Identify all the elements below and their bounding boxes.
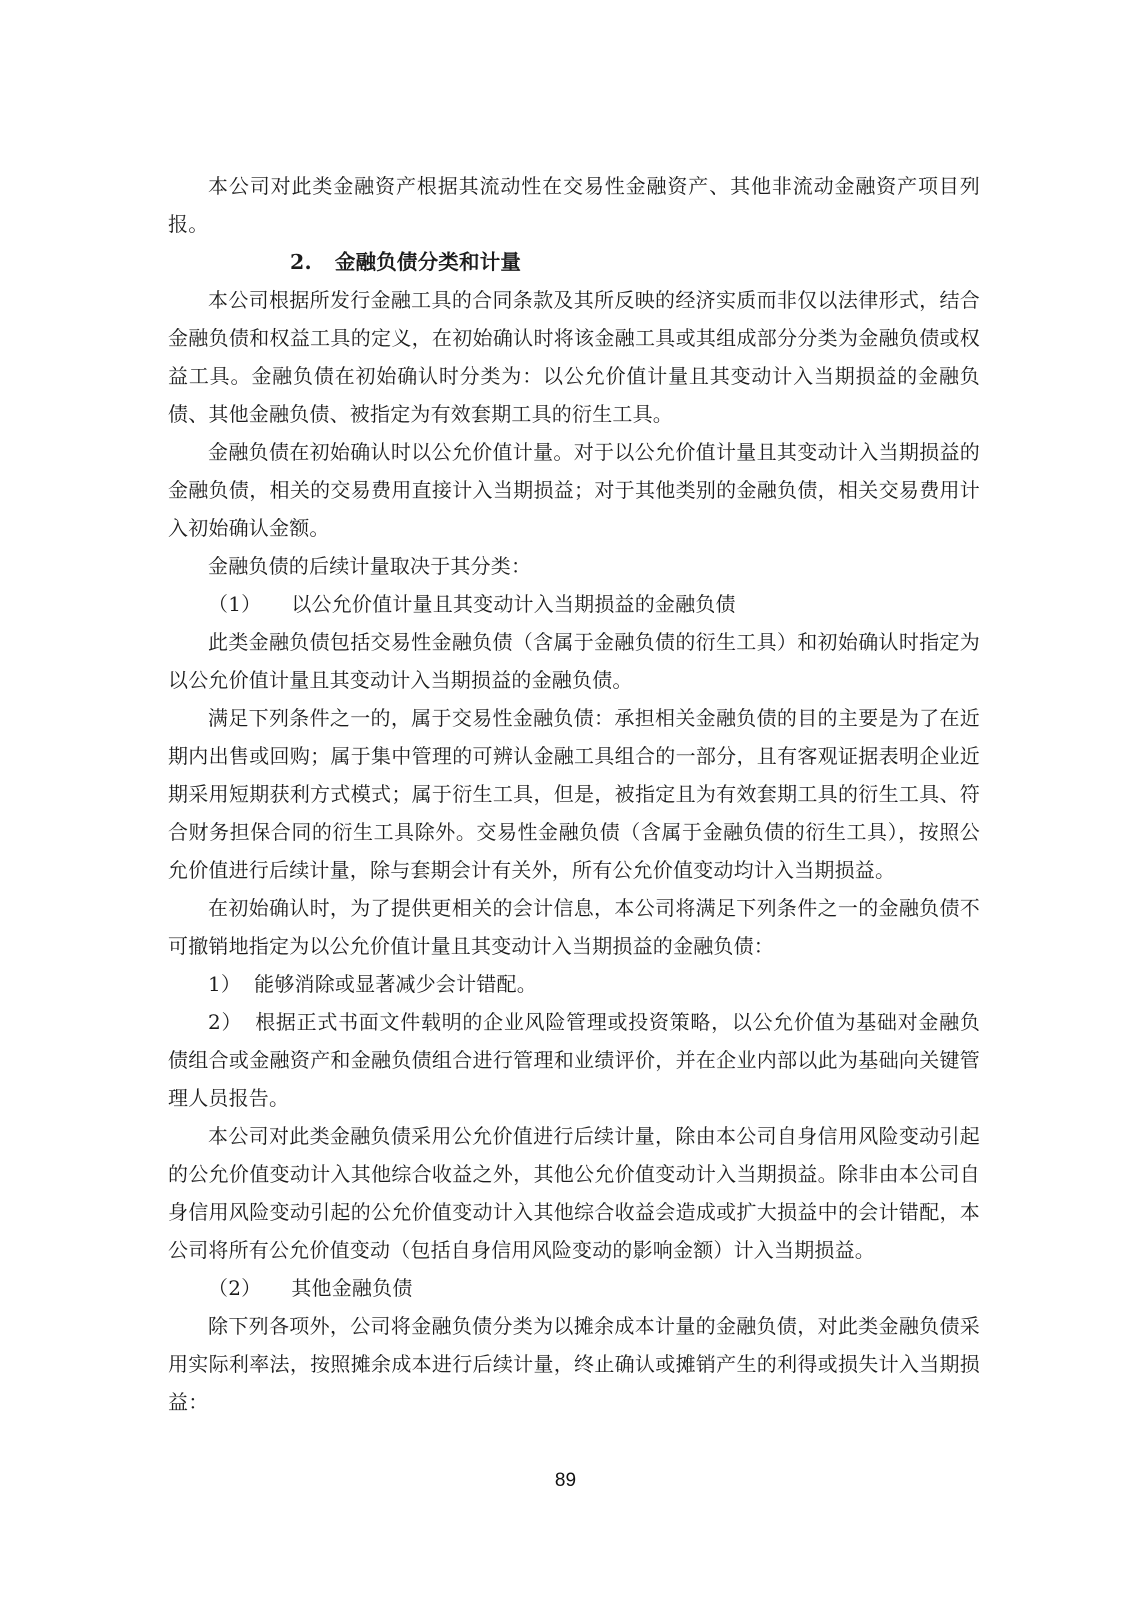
paragraph: 除下列各项外，公司将金融负债分类为以摊余成本计量的金融负债，对此类金融负债采用实际利率法，按照摊余成本进行后续计量，终止确认或摊销产生的利得或损失计入当期损益： [168,1314,980,1414]
page-number: 89 [554,1470,577,1491]
list-item [168,1269,980,1307]
list-item-text: 其他金融负债 [291,1276,413,1300]
list-marker: （1） [208,592,262,616]
paragraph: 此类金融负债包括交易性金融负债（含属于金融负债的衍生工具）和初始确认时指定为以公允价值计量且其变动计入当期损益的金融负债。 [168,630,980,692]
paragraph-intro: 本公司对此类金融资产根据其流动性在交易性金融资产、其他非流动金融资产项目列报。 [168,174,980,236]
paragraph: 满足下列条件之一的，属于交易性金融负债：承担相关金融负债的目的主要是为了在近期内出售或回购；属于集中管理的可辨认金融工具组合的一部分，且有客观证据表明企业近期采用短期获利方式模式；属于衍生工具，但是，被指定且为有效套期工具的衍生工具、符合财务担保合同的衍生工具除外。交易性金融负债（含属于金融负债的衍生工具），按照公允价值进行后续计量，除与套期会计有关外，所有公允价值变动均计入当期损益。 [168,706,980,882]
document-body [168,167,980,1421]
paragraph: 本公司对此类金融负债采用公允价值进行后续计量，除由本公司自身信用风险变动引起的公允价值变动计入其他综合收益之外，其他公允价值变动计入当期损益。除非由本公司自身信用风险变动引起的公允价值变动计入其他综合收益会造成或扩大损益中的会计错配，本公司将所有公允价值变动（包括自身信用风险变动的影响金额）计入当期损益。 [168,1124,980,1262]
list-item [168,1003,980,1117]
section-body [168,281,980,1421]
paragraph: 金融负债的后续计量取决于其分类： [208,554,532,578]
section-number: 2. [290,250,312,274]
list-marker: （2） [208,1276,262,1300]
list-item-text: 能够消除或显著减少会计错配。 [254,972,537,996]
list-item [168,965,980,1003]
list-item-text: 以公允价值计量且其变动计入当期损益的金融负债 [291,592,736,616]
list-item [168,585,980,623]
list-marker: 2） [208,1010,243,1034]
list-item-text: 根据正式书面文件载明的企业风险管理或投资策略，以公允价值为基础对金融负债组合或金融资产和金融负债组合进行管理和业绩评价，并在企业内部以此为基础向关键管理人员报告。 [168,1010,981,1110]
paragraph: 本公司根据所发行金融工具的合同条款及其所反映的经济实质而非仅以法律形式，结合金融负债和权益工具的定义，在初始确认时将该金融工具或其组成部分分类为金融负债或权益工具。金融负债在初始确认时分类为：以公允价值计量且其变动计入当期损益的金融负债、其他金融负债、被指定为有效套期工具的衍生工具。 [168,288,980,426]
section-title: 金融负债分类和计量 [334,250,522,274]
section-heading [168,243,980,281]
paragraph: 在初始确认时，为了提供更相关的会计信息，本公司将满足下列条件之一的金融负债不可撤销地指定为以公允价值计量且其变动计入当期损益的金融负债： [168,896,980,958]
list-marker: 1） [208,972,242,996]
paragraph: 金融负债在初始确认时以公允价值计量。对于以公允价值计量且其变动计入当期损益的金融负债，相关的交易费用直接计入当期损益；对于其他类别的金融负债，相关交易费用计入初始确认金额。 [168,440,980,540]
page-footer [0,1462,1131,1500]
